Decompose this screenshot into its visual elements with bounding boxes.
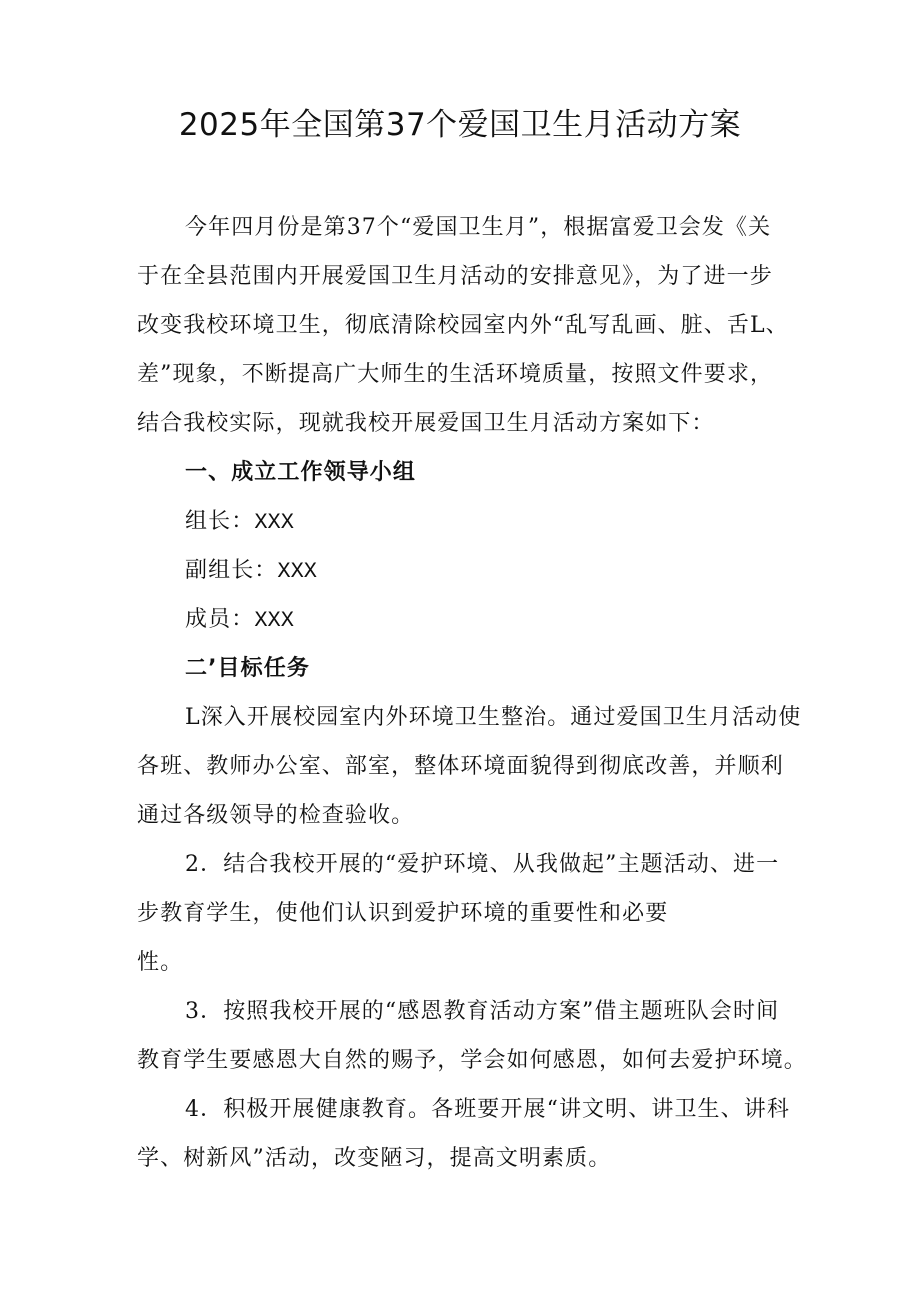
leader-label: 组长： <box>185 509 255 534</box>
section-1-heading: 一、成立工作领导小组 <box>185 460 417 485</box>
intro-line-4: 差”现象，不断提高广大师生的生活环境质量，按照文件要求， <box>137 362 774 387</box>
section-2-heading: 二’目标任务 <box>185 656 310 681</box>
item-1-line-3: 通过各级领导的检查验收。 <box>137 803 415 828</box>
intro-line-3: 改变我校环境卫生，彻底清除校园室内外“乱写乱画、脏、舌L、 <box>137 313 789 338</box>
intro-line-2: 于在全县范围内开展爱国卫生月活动的安排意见》，为了进一步 <box>137 264 773 289</box>
document-body <box>137 203 807 1183</box>
members-value: XXX <box>254 608 294 633</box>
deputy-value: XXX <box>277 559 318 584</box>
deputy-label: 副组长： <box>185 558 278 583</box>
leader-row <box>137 497 797 546</box>
item-2-line-3: 性。 <box>137 950 184 975</box>
item-4-line-2: 学、树新风”活动，改变陋习，提高文明素质。 <box>137 1146 612 1171</box>
item-1-line-2: 各班、教师办公室、部室，整体环境面貌得到彻底改善，并顺利 <box>137 754 784 779</box>
intro-line-5: 结合我校实际，现就我校开展爱国卫生月活动方案如下： <box>137 411 715 436</box>
document-title: 2025年全国第37个爱国卫生月活动方案 <box>178 107 742 143</box>
item-3-line-1: 3．按照我校开展的“感恩教育活动方案”借主题班队会时间 <box>185 999 780 1024</box>
deputy-row <box>137 546 797 595</box>
item-2-line-2: 步教育学生，使他们认识到爱护环境的重要性和必要 <box>137 901 669 926</box>
leader-value: XXX <box>254 510 294 535</box>
item-3-line-2: 教育学生要感恩大自然的赐予，学会如何感恩，如何去爱护环境。 <box>137 1048 807 1073</box>
members-label: 成员： <box>185 607 255 632</box>
item-2-line-1: 2．结合我校开展的“爱护环境、从我做起”主题活动、进一 <box>185 852 780 877</box>
item-4-line-1: 4．积极开展健康教育。各班要开展“讲文明、讲卫生、讲科 <box>185 1097 790 1122</box>
members-row <box>137 595 797 644</box>
intro-line-1: 今年四月份是第37个“爱国卫生月”，根据富爱卫会发《关 <box>185 215 772 240</box>
item-1-line-1: L深入开展校园室内外环境卫生整治。通过爱国卫生月活动使 <box>185 705 802 730</box>
